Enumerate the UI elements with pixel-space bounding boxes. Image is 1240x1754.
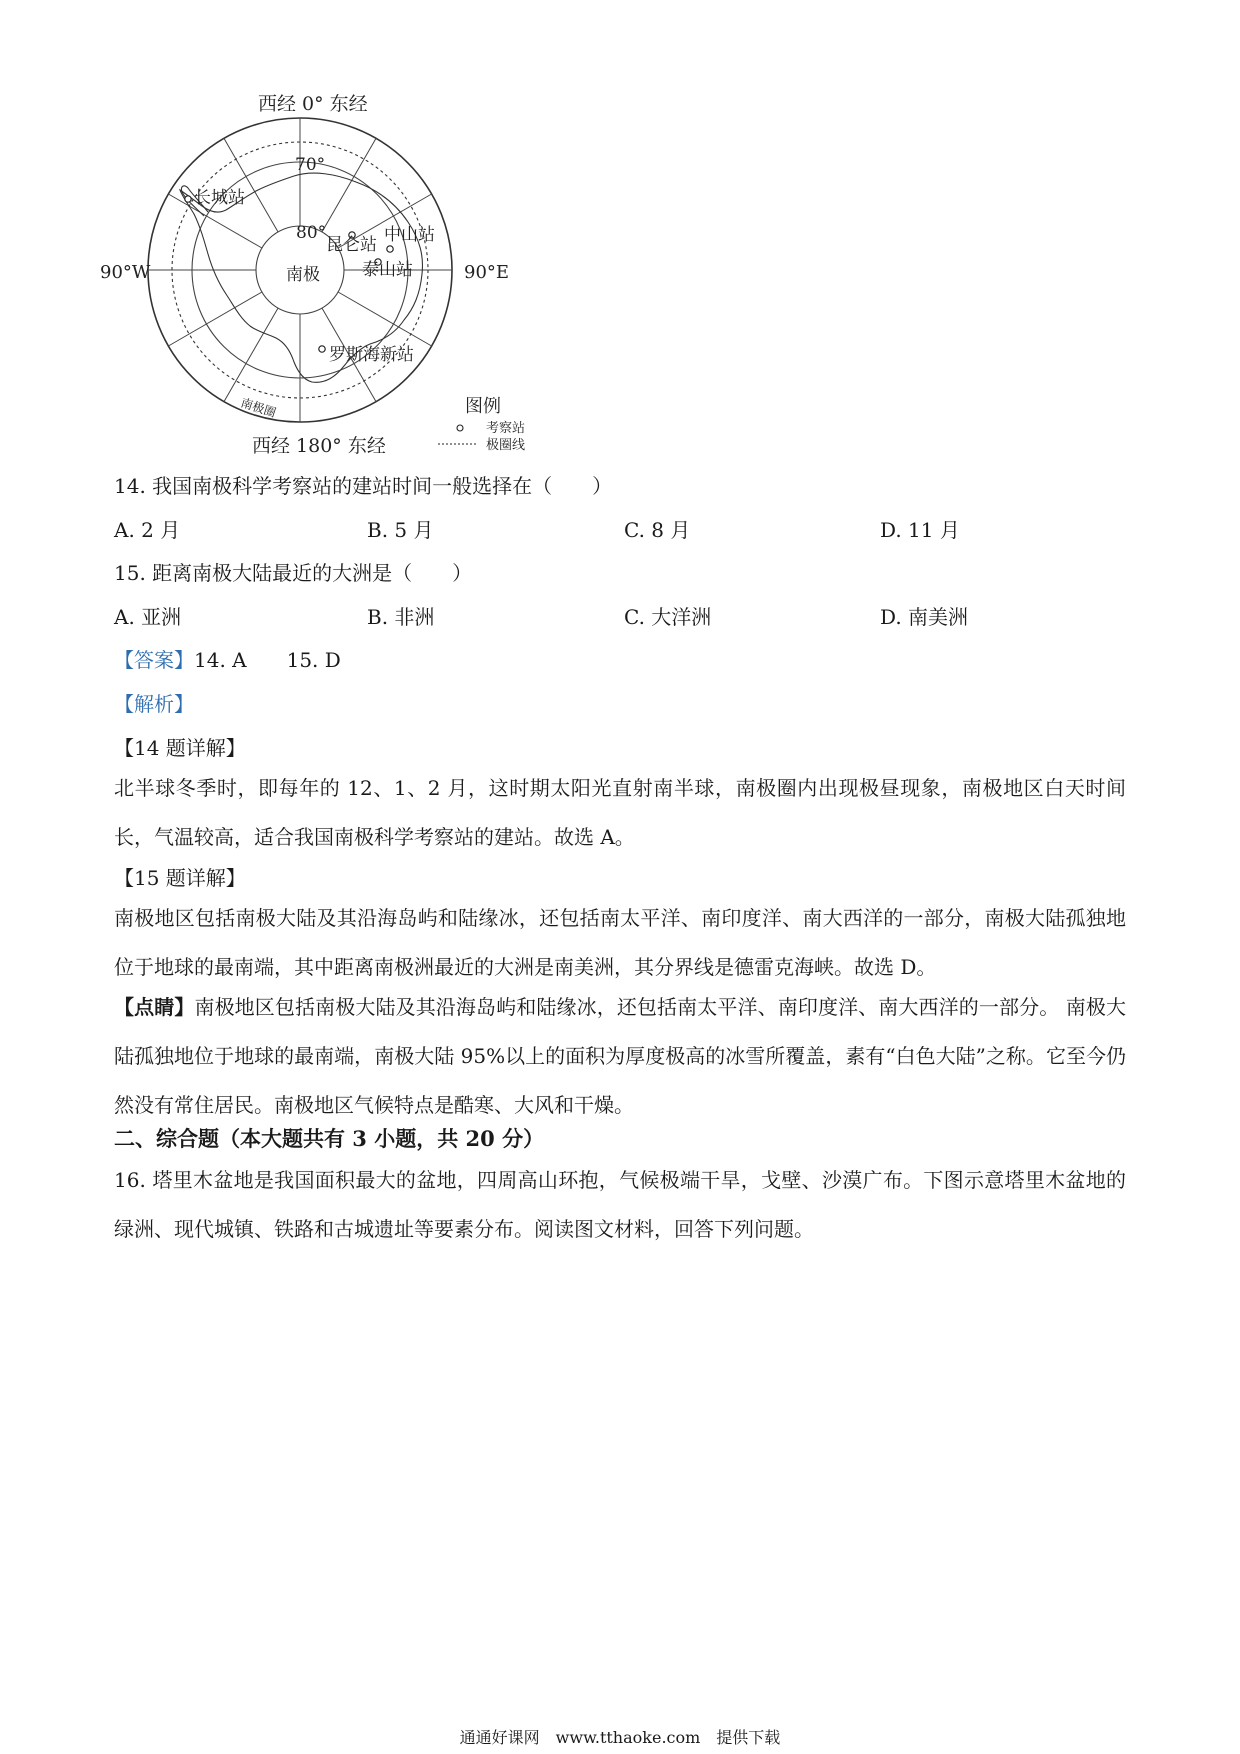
section-2-title: 二、综合题（本大题共有 3 小题，共 20 分） bbox=[114, 1126, 545, 1151]
map-lat-70-label: 70° bbox=[295, 155, 326, 175]
analysis-tag-line bbox=[114, 690, 194, 718]
antarctic-circle-label: 南极圈 bbox=[239, 395, 278, 420]
legend-station-icon bbox=[457, 425, 463, 431]
map-left-label: 90°W bbox=[100, 262, 151, 283]
answer-text: 14. A 15. D bbox=[194, 648, 341, 672]
answer-tag: 【答案】 bbox=[114, 648, 194, 672]
analysis-tag: 【解析】 bbox=[114, 692, 194, 716]
map-lat-80-label: 80° bbox=[296, 223, 327, 243]
map-right-label: 90°E bbox=[464, 262, 510, 283]
question-16-text: 16. 塔里木盆地是我国面积最大的盆地，四周高山环抱，气候极端干旱，戈壁、沙漠广布。下图示意塔里木盆地的绿洲、现代城镇、铁路和古城遗址等要素分布。阅读图文材料，回答下列问题。 bbox=[114, 1168, 1126, 1241]
detail-14-title: 【14 题详解】 bbox=[114, 736, 246, 760]
legend-circle-label: 极圈线 bbox=[486, 438, 526, 453]
south-pole-label: 南极 bbox=[286, 265, 320, 285]
station-label-luosihai: 罗斯海新站 bbox=[329, 345, 414, 365]
map-bottom-label: 西经 180° 东经 bbox=[252, 435, 386, 457]
page-footer: 通通好课网 www.tthaoke.com 提供下载 bbox=[459, 1728, 781, 1747]
q15-option-b: B. 非洲 bbox=[367, 605, 435, 629]
note-paragraph bbox=[114, 983, 1126, 1130]
station-label-kunlun: 昆仑站 bbox=[326, 235, 377, 255]
q15-option-d: D. 南美洲 bbox=[880, 605, 969, 629]
station-label-zhongshan: 中山站 bbox=[384, 225, 435, 245]
detail-15-text: 南极地区包括南极大陆及其沿海岛屿和陆缘冰，还包括南太平洋、南印度洋、南大西洋的一部分，南极大陆孤独地位于地球的最南端，其中距离南极洲最近的大洲是南美洲，其分界线是德雷克海峡。故选 D。 bbox=[114, 906, 1126, 979]
station-label-taishan: 泰山站 bbox=[362, 260, 413, 280]
legend-station-label: 考察站 bbox=[486, 421, 526, 436]
map-top-label: 西经 0° 东经 bbox=[258, 93, 368, 115]
q15-option-a: A. 亚洲 bbox=[114, 605, 182, 629]
station-label-changcheng: 长城站 bbox=[194, 188, 245, 208]
q14-option-d: D. 11 月 bbox=[880, 518, 960, 542]
q14-option-c: C. 8 月 bbox=[624, 518, 691, 542]
q14-option-a: A. 2 月 bbox=[114, 518, 181, 542]
legend-title: 图例 bbox=[465, 396, 501, 417]
question-14-stem: 14. 我国南极科学考察站的建站时间一般选择在（ ） bbox=[114, 474, 613, 498]
antarctica-map bbox=[100, 93, 628, 518]
q15-option-c: C. 大洋洲 bbox=[624, 605, 712, 629]
detail-15-title: 【15 题详解】 bbox=[114, 866, 246, 890]
q14-option-b: B. 5 月 bbox=[367, 518, 434, 542]
answer-line bbox=[114, 646, 341, 674]
note-tag: 【点睛】 bbox=[114, 995, 195, 1019]
antarctica-map-svg bbox=[100, 93, 628, 518]
station-marker-luosihai bbox=[319, 346, 325, 352]
question-15-stem: 15. 距离南极大陆最近的大洲是（ ） bbox=[114, 561, 473, 585]
note-text: 南极地区包括南极大陆及其沿海岛屿和陆缘冰，还包括南太平洋、南印度洋、南大西洋的一部分。 南极大陆孤独地位于地球的最南端，南极大陆 95%以上的面积为厚度极高的冰雪所覆盖，素有“白色大陆”之称。它至今仍然没有常住居民。南极地区气候特点是酷寒、大风和干燥。 bbox=[114, 995, 1126, 1117]
station-marker-zhongshan bbox=[387, 246, 393, 252]
station-marker-changcheng bbox=[185, 196, 191, 202]
detail-14-text: 北半球冬季时，即每年的 12、1、2 月，这时期太阳光直射南半球，南极圈内出现极昼现象，南极地区白天时间长，气温较高，适合我国南极科学考察站的建站。故选 A。 bbox=[114, 776, 1126, 849]
